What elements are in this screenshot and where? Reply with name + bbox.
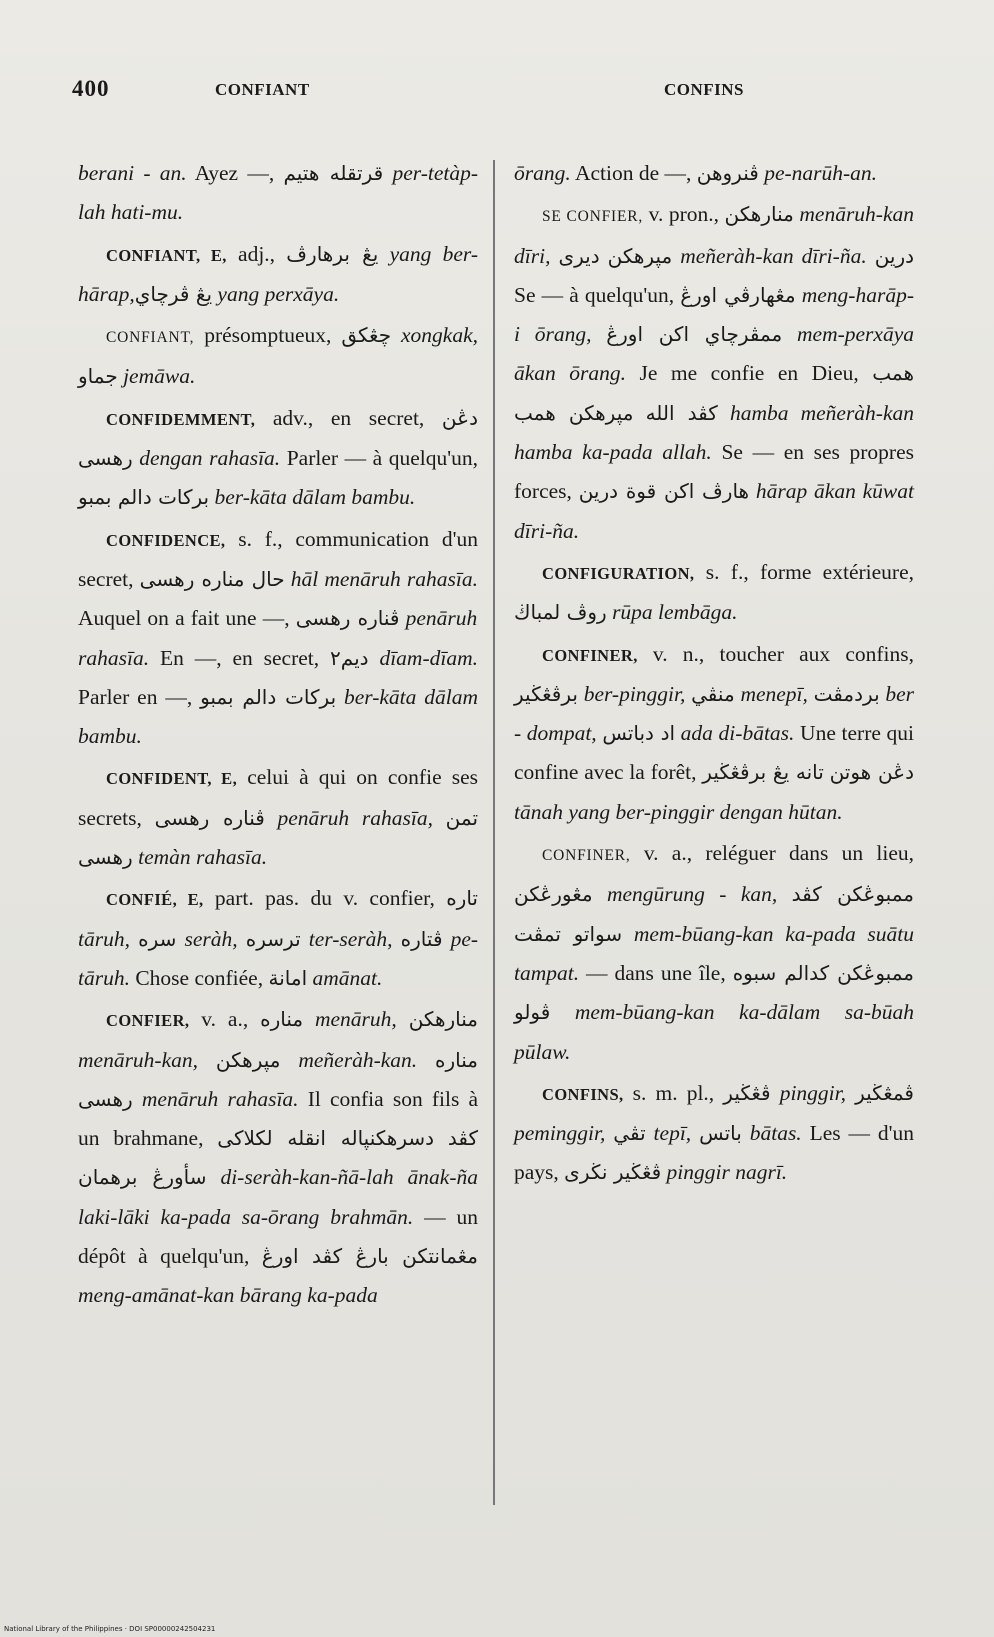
definition-text: [443, 927, 451, 951]
definition-text: adj.,: [226, 241, 287, 266]
romanized-text: mengūrung - kan,: [606, 882, 778, 907]
romanized-text: per-tetàp-lah hati-mu.: [78, 161, 479, 225]
jawi-text: ممڤرچاي اكن اورڠ: [606, 322, 783, 347]
definition-text: [867, 244, 875, 268]
romanized-text: tāruh,: [78, 926, 130, 951]
definition-text: [591, 322, 606, 346]
jawi-text: مڠهارڤي اورڠ: [680, 282, 796, 307]
romanized-text: penāruh rahasīa,: [277, 805, 433, 830]
definition-text: [417, 1048, 435, 1072]
jawi-text: منارهكن: [724, 202, 794, 227]
definition-text: [782, 322, 797, 346]
definition-text: [672, 244, 680, 268]
jawi-text: كڤد الله: [645, 400, 718, 425]
romanized-text: xongkak,: [401, 323, 479, 348]
romanized-text: ber-kāta dālam bambu.: [214, 485, 416, 510]
entry-confidemment: [78, 399, 478, 518]
jawi-text: دسرهكنپاله انقله لكلاكى: [217, 1126, 435, 1151]
definition-text: — un dépôt à quelqu'un,: [78, 1204, 478, 1269]
romanized-text: meng-harāp-i ōrang,: [514, 282, 914, 347]
definition-text: [718, 401, 730, 425]
jawi-text: ڤڠڬير: [723, 1080, 771, 1105]
entry-confins: [514, 1074, 914, 1193]
jawi-text: بركات دالم بمبو: [200, 684, 337, 709]
romanized-text: mem-perxāya ākan ōrang.: [514, 322, 915, 386]
definition-text: [301, 927, 309, 951]
entry-continuation-right: [514, 154, 914, 193]
romanized-text: menāruh,: [314, 1007, 397, 1032]
definition-text: — dans une île,: [579, 960, 733, 985]
headword: CONFIANT,: [106, 329, 195, 347]
jawi-text: تاره: [446, 886, 478, 911]
romanized-text: peminggir,: [514, 1121, 606, 1146]
romanized-text: penāruh rahasīa.: [78, 606, 478, 670]
headword: CONFIANT, E,: [106, 245, 227, 265]
headword: CONFIER,: [106, 1011, 190, 1031]
definition-text: [280, 1048, 298, 1072]
jawi-text: قرتقله هتيم: [283, 161, 384, 185]
romanized-text: yang ber-hārap,: [78, 241, 479, 306]
romanized-text: ber-pinggir,: [583, 681, 686, 706]
definition-text: v. a., reléguer dans un lieu,: [630, 841, 914, 866]
headword: CONFIÉ, E,: [106, 890, 204, 910]
definition-text: [238, 927, 246, 951]
romanized-text: dengan rahasīa.: [139, 446, 281, 471]
headword: CONFIDENT, E,: [106, 769, 238, 789]
definition-text: Il confia son fils à un brahmane,: [78, 1086, 478, 1151]
jawi-text: تمن رهسى: [78, 805, 479, 870]
romanized-text: seràh,: [184, 926, 238, 951]
definition-text: [742, 1121, 750, 1145]
right-column: [514, 154, 914, 1193]
headword: CONFIDENCE,: [106, 530, 226, 550]
definition-text: [646, 1121, 654, 1145]
definition-text: [600, 244, 608, 268]
entry-continuation: [78, 154, 478, 233]
jawi-text: سره: [138, 926, 177, 951]
headword: SE CONFIER,: [542, 208, 644, 226]
romanized-text: jemāwa.: [123, 364, 196, 389]
definition-text: Ayez —,: [186, 161, 284, 185]
jawi-text: كڤد سأورڠ برهمان: [78, 1126, 478, 1190]
jawi-text: ڤناره رهسى: [295, 606, 400, 631]
definition-text: s. f., communication d'un secret,: [78, 526, 478, 591]
definition-text: [130, 927, 138, 951]
definition-text: Se — en ses propres forces,: [514, 440, 914, 504]
definition-text: [749, 479, 756, 503]
definition-text: [133, 1087, 142, 1111]
romanized-text: pinggir,: [779, 1080, 847, 1105]
entry-configuration: [514, 553, 914, 633]
definition-text: [265, 806, 278, 830]
headword: CONFINER,: [542, 645, 638, 665]
jawi-text: درين: [874, 243, 915, 268]
romanized-text: menepī,: [740, 681, 808, 706]
definition-text: Parler — à quelqu'un,: [280, 446, 478, 471]
definition-text: [633, 401, 645, 425]
definition-text: [622, 922, 634, 946]
headword: CONFINS,: [542, 1084, 624, 1104]
library-watermark: National Library of the Philippines · DOI SP00000242504231: [4, 1625, 216, 1633]
headword: CONFIGURATION,: [542, 563, 695, 583]
romanized-text: ōrang.: [514, 161, 571, 185]
definition-text: présomptueux,: [194, 323, 342, 348]
jawi-text: حال مناره رهسى: [139, 566, 285, 591]
definition-text: Chose confiée,: [129, 965, 269, 990]
jawi-text: منارهكن: [408, 1007, 479, 1032]
romanized-text: mem-būang-kan ka-pada suātu tampat.: [514, 921, 914, 985]
jawi-text: روڤ لمباڬ: [514, 600, 607, 625]
definition-text: s. m. pl.,: [623, 1080, 724, 1105]
definition-text: [303, 1007, 315, 1031]
romanized-text: ber - dompat,: [514, 681, 915, 746]
definition-text: v. a.,: [189, 1007, 261, 1032]
entry-confier: [78, 1000, 478, 1315]
jawi-text: مڠورڠكن: [514, 882, 593, 907]
definition-text: [777, 882, 791, 906]
jawi-text: جماو: [78, 364, 118, 389]
jawi-text: ديرى: [558, 243, 600, 268]
definition-text: [550, 1000, 575, 1024]
jawi-text: مپرهكن: [215, 1047, 281, 1072]
definition-text: adv., en secret,: [255, 405, 442, 430]
jawi-text: ديم٢: [330, 645, 369, 670]
definition-text: [593, 882, 607, 906]
jawi-text: ممبوڠكن كدالم سبوه ڤولو: [514, 960, 914, 1025]
definition-text: [391, 323, 401, 347]
romanized-text: ber-kāta dālam bambu.: [78, 684, 479, 749]
jawi-text: مپرهكن: [607, 243, 673, 268]
jawi-text: ڤڠڬير نڬرى: [564, 1160, 662, 1185]
romanized-text: tānah yang ber-pinggir dengan hūtan.: [514, 799, 843, 824]
definition-text: [198, 1048, 216, 1072]
definition-text: Auquel on a fait une —,: [78, 606, 296, 631]
jawi-text: منڤي: [691, 681, 735, 706]
definition-text: celui à qui on confie ses secrets,: [78, 765, 478, 830]
jawi-text: بردمڤت: [813, 681, 880, 706]
definition-text: [691, 1121, 699, 1145]
definition-text: [771, 1081, 780, 1105]
romanized-text: meñeràh-kan.: [298, 1047, 418, 1072]
romanized-text: mem-būang-kan ka-dālam sa-būah pūlaw.: [514, 1000, 915, 1064]
definition-text: [176, 927, 184, 951]
jawi-text: ممبوڠكن كڤد سواتو تمڤت: [514, 882, 914, 946]
column-divider: [493, 160, 495, 1505]
romanized-text: rūpa lembāga.: [612, 600, 738, 625]
romanized-text: menāruh-kan,: [78, 1047, 199, 1072]
definition-text: [846, 1081, 855, 1105]
jawi-text: مناره رهسى: [78, 1047, 478, 1111]
romanized-text: pe-tāruh.: [78, 926, 479, 990]
romanized-text: di-seràh-kan-ñā-lah ānak-ña laki-lāki ka-pada sa-ōrang brahmān.: [78, 1165, 478, 1229]
jawi-text: اد دباتس: [602, 721, 676, 746]
entry-confiant-presomptueux: [78, 316, 478, 397]
romanized-text: menāruh-kan dīri,: [514, 202, 915, 268]
jawi-text: ڤنروهن: [696, 161, 759, 185]
romanized-text: yang perxāya.: [217, 281, 340, 306]
jawi-text: ڤتاره: [400, 926, 443, 951]
headword: CONFIDEMMENT,: [106, 409, 256, 429]
romanized-text: dīam-dīam.: [379, 645, 478, 670]
romanized-text: hāl menāruh rahasīa.: [290, 566, 479, 591]
running-head-left: CONFIANT: [215, 80, 310, 99]
definition-text: v. pron.,: [643, 202, 725, 227]
romanized-text: ter-seràh,: [308, 926, 393, 951]
entry-confidence: [78, 520, 478, 757]
definition-text: [393, 927, 401, 951]
romanized-text: berani - an.: [78, 161, 187, 185]
entry-confiner-vn: [514, 635, 914, 832]
jawi-text: باتس: [699, 1121, 742, 1146]
jawi-text: همب مپرهكن همب: [514, 361, 914, 425]
jawi-text: ترسره: [245, 926, 301, 951]
headword: CONFINER,: [542, 847, 631, 865]
jawi-text: مڠمانتكن بارڠ كڤد اورڠ: [261, 1244, 479, 1269]
romanized-text: pinggir nagrī.: [666, 1160, 788, 1185]
romanized-text: ada di-bātas.: [680, 721, 795, 746]
definition-text: v. n., toucher aux confins,: [637, 641, 914, 666]
jawi-text: تانه يڠ برڤڠڬير: [702, 760, 824, 785]
entry-confiant: [78, 235, 478, 315]
definition-text: [207, 1165, 221, 1189]
jawi-text: ڤمڠڬير: [855, 1080, 914, 1105]
jawi-text: بركات دالم بمبو: [78, 485, 210, 510]
jawi-text: يڠ برهارڤ: [286, 241, 379, 266]
jawi-text: چڠكق: [341, 323, 392, 348]
romanized-text: bātas.: [749, 1121, 802, 1146]
definition-text: Une terre qui confine avec la forêt,: [514, 721, 915, 785]
definition-text: [369, 646, 380, 670]
definition-text: [433, 806, 446, 830]
romanized-text: pe-narūh-an.: [764, 161, 878, 185]
definition-text: part. pas. du v. confier,: [203, 886, 447, 911]
definition-text: [336, 685, 344, 709]
definition-text: [378, 242, 389, 266]
entry-confie: [78, 879, 478, 998]
definition-text: [434, 1126, 448, 1150]
entry-se-confier: [514, 195, 914, 551]
jawi-text: مناره: [260, 1007, 304, 1032]
definition-text: Se — à quelqu'un,: [514, 282, 681, 307]
entry-confiner-va: [514, 834, 914, 1072]
romanized-text: temàn rahasīa.: [138, 845, 268, 870]
romanized-text: hamba meñeràh-kan hamba ka-pada allah.: [514, 400, 915, 465]
romanized-text: tepī,: [653, 1121, 692, 1146]
definition-text: Je me confie en Dieu,: [626, 361, 873, 386]
jawi-text: برڤڠڬير: [514, 681, 578, 706]
jawi-text: دڠن رهسى: [78, 405, 478, 471]
definition-text: Parler en —,: [78, 684, 201, 709]
jawi-text: امانة: [268, 965, 308, 990]
definition-text: Les — d'un pays,: [514, 1121, 915, 1185]
romanized-text: menāruh rahasīa.: [141, 1086, 299, 1111]
running-head-right: CONFINS: [664, 80, 745, 99]
jawi-text: يڠ ڤرچاي: [134, 281, 213, 306]
romanized-text: meng-amānat-kan bārang ka-pada: [78, 1283, 378, 1308]
definition-text: En —, en secret,: [149, 645, 331, 670]
romanized-text: amānat.: [312, 965, 383, 990]
jawi-text: ڤناره رهسى: [154, 805, 265, 830]
jawi-text: دڠن هوتن: [829, 760, 915, 785]
definition-text: s. f., forme extérieure,: [694, 559, 914, 584]
definition-text: [397, 1007, 409, 1031]
page-number: 400: [72, 76, 110, 101]
romanized-text: meñeràh-kan dīri-ña.: [680, 243, 867, 268]
romanized-text: hārap ākan kūwat dīri-ña.: [514, 479, 914, 543]
left-column: [78, 154, 478, 1316]
entry-confident: [78, 758, 478, 877]
jawi-text: هارڤ اكن قوة درين: [578, 479, 750, 504]
definition-text: Action de —,: [570, 161, 697, 185]
jawi-text: تڤي: [613, 1121, 646, 1146]
